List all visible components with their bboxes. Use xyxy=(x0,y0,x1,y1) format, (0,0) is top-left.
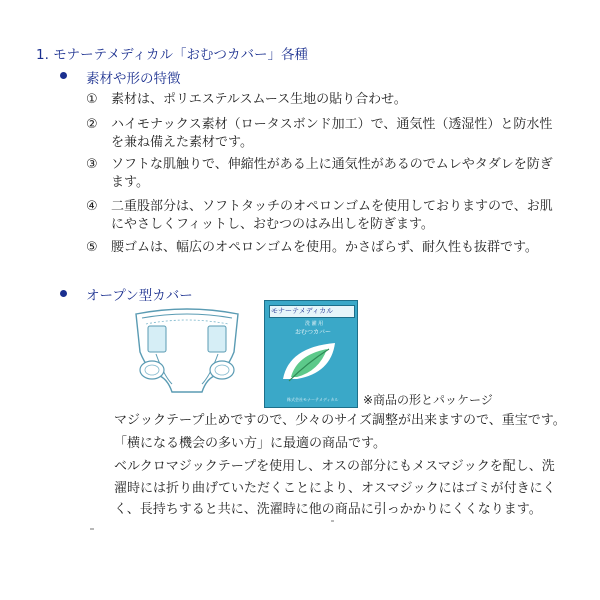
item-text: ます。 xyxy=(111,175,149,190)
bullet-icon xyxy=(60,72,67,79)
diaper-cover-illustration xyxy=(128,304,246,396)
leaf-logo-icon xyxy=(279,339,343,385)
open-cover-heading: オープン型カバー xyxy=(86,288,193,304)
item-text: ハイモナックス素材（ロータスボンド加工）で、通気性（透湿性）と防水性 xyxy=(111,117,553,132)
package-brand: モナーテメディカル xyxy=(271,307,334,315)
item-text: 二重股部分は、ソフトタッチのオペロンゴムを使用しておりますので、お肌 xyxy=(111,199,553,214)
bullet-icon xyxy=(60,290,67,297)
item-text: を兼ね備えた素材です。 xyxy=(111,135,253,150)
package-maker: 株式会社モナーテメディカル xyxy=(287,397,339,402)
desc-line: く、長持ちすると共に、洗濯時に他の商品に引っかかりにくくなります。 xyxy=(114,502,542,517)
desc-line: 濯時には折り曲げていただくことにより、オスマジックにはゴミが付きにく xyxy=(114,481,556,496)
item-text: にやさしくフィットし、おむつのはみ出しを防ぎます。 xyxy=(111,217,434,232)
desc-line: 「横になる機会の多い方」に最適の商品です。 xyxy=(114,436,386,451)
item-text: 腰ゴムは、幅広のオペロンゴムを使用。かさばらず、耐久性も抜群です。 xyxy=(111,240,538,255)
item-number: ③ xyxy=(86,157,98,172)
item-number: ④ xyxy=(86,199,98,214)
package-name: おむつカバー xyxy=(295,329,332,336)
product-package xyxy=(264,300,358,408)
item-number: ① xyxy=(86,92,98,107)
section-title: 1. モナーテメディカル「おむつカバー」各種 xyxy=(36,47,309,63)
item-number: ⑤ xyxy=(86,240,98,255)
item-text: ソフトな肌触りで、伸縮性がある上に通気性があるのでムレやタダレを防ぎ xyxy=(111,157,553,172)
desc-line: ベルクロマジックテープを使用し、オスの部分にもメスマジックを配し、洗 xyxy=(114,459,555,474)
package-sub: 洗 濯 用 xyxy=(305,321,324,327)
desc-line: マジックテープ止めですので、少々のサイズ調整が出来ますので、重宝です。 xyxy=(114,413,566,428)
page-mark xyxy=(90,528,94,530)
features-heading: 素材や形の特徴 xyxy=(86,71,181,87)
image-caption: ※商品の形とパッケージ xyxy=(363,393,493,407)
item-number: ② xyxy=(86,117,98,132)
page-mark xyxy=(331,520,334,522)
item-text: 素材は、ポリエステルスムース生地の貼り合わせ。 xyxy=(111,92,407,107)
